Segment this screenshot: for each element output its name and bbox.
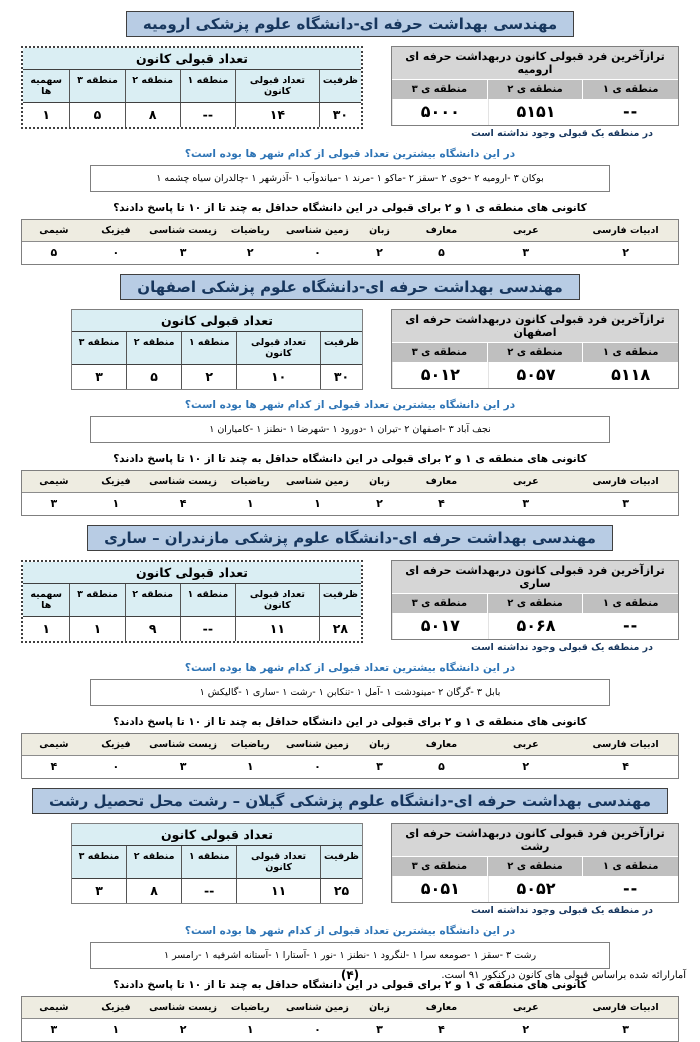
subject-value-cell: ۳ <box>522 246 530 259</box>
subject-header-cell: زیست شناسی <box>149 225 217 236</box>
cities-question: در این دانشگاه بیشترین تعداد قبولی از کدام شهر ها بوده است؟ <box>184 148 516 160</box>
count-value-cell: ۲۸ <box>332 621 349 636</box>
subject-header-cell: عربی <box>513 1002 539 1013</box>
score-value-cell: ۵۰۱۷ <box>392 613 488 639</box>
subject-header-cell: ادبیات فارسی <box>592 225 659 236</box>
subject-header-cell: ریاضیات <box>230 225 270 236</box>
count-table-wrap <box>21 46 363 129</box>
subjects-values-row <box>22 242 678 264</box>
subjects-question: کانونی های منطقه ی ۱ و ۲ برای قبولی در این دانشگاه حداقل به چند تا از ۱۰ تا پاسخ دادند؟ <box>113 979 587 991</box>
count-header-cell: سهمیه ها <box>23 584 70 616</box>
subject-value-cell: ۳ <box>50 497 58 510</box>
subject-header-cell: ادبیات فارسی <box>592 739 659 750</box>
subject-header-cell: ادبیات فارسی <box>592 1002 659 1013</box>
count-header-cell: منطقه ۲ <box>126 70 181 102</box>
subject-header-cell: شیمی <box>39 225 69 236</box>
tables-row <box>21 823 679 916</box>
subject-header-cell: ریاضیات <box>230 476 270 487</box>
score-table-header-row <box>392 857 678 876</box>
score-table-title: ترازآخرین فرد قبولی کانون دربهداشت حرفه ای رشت <box>392 824 678 857</box>
tables-row <box>21 560 679 653</box>
cities-question: در این دانشگاه بیشترین تعداد قبولی از کدام شهر ها بوده است؟ <box>184 662 516 674</box>
subject-header-cell: ریاضیات <box>230 1002 270 1013</box>
subjects-header-row <box>22 471 678 493</box>
section-title: مهندسی بهداشت حرفه ای-دانشگاه علوم پزشکی مازندران – ساری <box>87 525 613 551</box>
count-value-cell: -- <box>182 879 237 903</box>
score-header-cell: منطقه ی ۳ <box>392 594 487 613</box>
subject-value-cell: ۱ <box>246 497 254 510</box>
subject-value-cell: ۳ <box>522 497 530 510</box>
count-table-values-row <box>23 617 361 641</box>
count-table-values-row <box>72 879 362 903</box>
count-value-cell: ۳ <box>72 879 127 903</box>
subject-header-cell: زمین شناسی <box>286 476 349 487</box>
subject-value-cell: ۰ <box>112 760 120 773</box>
score-header-cell: منطقه ی ۲ <box>488 594 583 613</box>
score-header-cell: منطقه ی ۱ <box>583 80 678 99</box>
subject-value-cell: ۲ <box>522 760 530 773</box>
subject-value-cell: ۰ <box>112 246 120 259</box>
subject-value-cell: ۰ <box>314 246 321 259</box>
subjects-values-row <box>22 756 678 778</box>
subject-value-cell: ۲ <box>522 1023 530 1036</box>
subject-header-cell: فیزیک <box>101 476 131 487</box>
subjects-header-row <box>22 220 678 242</box>
score-table-header-row <box>392 80 678 99</box>
subject-header-cell: معارف <box>425 739 458 750</box>
subjects-table <box>21 470 679 516</box>
score-table-wrap <box>391 46 679 139</box>
score-header-cell: منطقه ی ۱ <box>583 594 678 613</box>
subject-value-cell: ۱ <box>246 760 254 773</box>
count-header-cell: سهمیه ها <box>23 70 70 102</box>
count-header-cell: منطقه ۱ <box>181 584 236 616</box>
count-value-cell: ۸ <box>127 879 182 903</box>
subjects-header-row <box>22 997 678 1019</box>
score-value-cell: -- <box>623 879 639 898</box>
count-header-cell: ظرفیت <box>323 337 359 348</box>
subject-value-cell: ۰ <box>314 1023 321 1036</box>
score-value-cell: ۵۰۵۲ <box>488 876 584 902</box>
subject-header-cell: شیمی <box>39 476 69 487</box>
score-header-cell: منطقه ی ۲ <box>488 857 583 876</box>
page-number: (۴) <box>340 968 360 982</box>
subject-value-cell: ۳ <box>376 760 383 773</box>
count-value-cell: ۵ <box>127 365 182 389</box>
count-header-cell: منطقه ۳ <box>72 846 127 878</box>
count-value-cell: ۱ <box>23 617 70 641</box>
count-value-cell: ۱۱ <box>237 879 321 903</box>
score-table-title: ترازآخرین فرد قبولی کانون دربهداشت حرفه ای ساری <box>392 561 678 594</box>
cities-list: بابل ۳ -گرگان ۲ -مینودشت ۱ -آمل ۱ -تنکابن ۱ -رشت ۱ -ساری ۱ -گالیکش ۱ <box>90 679 610 706</box>
subject-value-cell: ۴ <box>438 497 445 510</box>
cities-list: نجف آباد ۳ -اصفهان ۲ -تیران ۱ -دورود ۱ -شهرضا ۱ -نطنز ۱ -کامیاران ۱ <box>90 416 610 443</box>
subject-header-cell: زبان <box>369 225 390 236</box>
tables-row <box>21 309 679 390</box>
section-title: مهندسی بهداشت حرفه ای-دانشگاه علوم پزشکی ارومیه <box>126 11 574 37</box>
subject-value-cell: ۴ <box>50 760 58 773</box>
score-header-cell: منطقه ی ۳ <box>392 80 487 99</box>
count-header-cell: منطقه ۲ <box>127 332 182 364</box>
count-header-cell: ظرفیت <box>322 589 358 600</box>
subject-value-cell: ۴ <box>622 760 629 773</box>
subject-header-cell: معارف <box>425 225 458 236</box>
cities-question: در این دانشگاه بیشترین تعداد قبولی از کدام شهر ها بوده است؟ <box>184 399 516 411</box>
subject-header-cell: زبان <box>369 476 390 487</box>
subject-value-cell: ۴ <box>179 497 187 510</box>
subject-value-cell: ۵ <box>438 246 445 259</box>
count-header-cell: تعداد قبولی کانون <box>236 70 320 102</box>
subject-header-cell: زیست شناسی <box>149 1002 217 1013</box>
count-header-cell: منطقه ۳ <box>72 332 127 364</box>
subject-value-cell: ۱ <box>314 497 321 510</box>
subject-value-cell: ۳ <box>50 1023 58 1036</box>
count-value-cell: ۸ <box>126 103 181 127</box>
subject-header-cell: زمین شناسی <box>286 225 349 236</box>
subject-header-cell: زمین شناسی <box>286 1002 349 1013</box>
subject-value-cell: ۴ <box>438 1023 445 1036</box>
score-table <box>391 46 679 126</box>
subjects-table <box>21 219 679 265</box>
count-header-cell: منطقه ۳ <box>70 584 125 616</box>
score-value-cell: ۵۰۶۸ <box>488 613 584 639</box>
score-table-wrap <box>391 560 679 653</box>
section-title: مهندسی بهداشت حرفه ای-دانشگاه علوم پزشکی گیلان – رشت محل تحصیل رشت <box>32 788 668 814</box>
subjects-question: کانونی های منطقه ی ۱ و ۲ برای قبولی در این دانشگاه حداقل به چند تا از ۱۰ تا پاسخ دادند؟ <box>113 716 587 728</box>
subjects-header-row <box>22 734 678 756</box>
subject-value-cell: ۱ <box>246 1023 254 1036</box>
count-table-title: تعداد قبولی کانون <box>23 48 361 70</box>
count-table-header-row <box>23 70 361 103</box>
count-value-cell: ۹ <box>126 617 181 641</box>
count-value-cell: ۲۵ <box>333 883 350 898</box>
university-section-urmia <box>21 11 679 265</box>
count-table-title: تعداد قبولی کانون <box>72 310 362 332</box>
score-table <box>391 560 679 640</box>
subject-header-cell: عربی <box>513 225 539 236</box>
count-table-header-row <box>72 846 362 879</box>
score-header-cell: منطقه ی ۲ <box>488 80 583 99</box>
count-table-title: تعداد قبولی کانون <box>23 562 361 584</box>
count-table-header-row <box>23 584 361 617</box>
no-region1-note: در منطقه یک قبولی وجود نداشته است <box>471 905 653 916</box>
count-value-cell: ۱۴ <box>236 103 320 127</box>
count-table <box>21 46 363 129</box>
score-header-cell: منطقه ی ۳ <box>392 857 487 876</box>
subject-header-cell: معارف <box>425 476 458 487</box>
subject-header-cell: ریاضیات <box>230 739 270 750</box>
count-value-cell: ۳۰ <box>333 369 350 384</box>
subject-header-cell: زیست شناسی <box>149 476 217 487</box>
count-value-cell: -- <box>181 617 236 641</box>
count-header-cell: تعداد قبولی کانون <box>237 846 321 878</box>
score-header-cell: منطقه ی ۱ <box>583 857 678 876</box>
no-region1-note: در منطقه یک قبولی وجود نداشته است <box>471 128 653 139</box>
cities-list: بوکان ۳ -ارومیه ۲ -خوی ۲ -سقز ۲ -ماکو ۱ -مرند ۱ -میاندوآب ۱ -آذرشهر ۱ -چالدران سیاه چشمه ۱ <box>90 165 610 192</box>
subject-header-cell: زبان <box>369 739 390 750</box>
count-header-cell: منطقه ۱ <box>182 332 237 364</box>
subject-value-cell: ۳ <box>622 1023 629 1036</box>
subject-value-cell: ۵ <box>50 246 58 259</box>
cities-list: رشت ۳ -سقز ۱ -صومعه سرا ۱ -لنگرود ۱ -نطنز ۱ -نور ۱ -آستارا ۱ -آستانه اشرفیه ۱ -رامسر ۱ <box>90 942 610 969</box>
footer-note: آمارارائه شده براساس قبولی های کانون درکنکور ۹۱ است. <box>441 970 686 981</box>
subject-header-cell: شیمی <box>39 739 69 750</box>
count-table-wrap <box>21 823 363 904</box>
count-value-cell: ۲ <box>182 365 237 389</box>
count-value-cell: ۱ <box>70 617 125 641</box>
subject-value-cell: ۲ <box>179 1023 187 1036</box>
score-value-cell: ۵۰۱۲ <box>392 362 488 388</box>
count-table <box>71 309 363 390</box>
count-value-cell: ۱۰ <box>237 365 321 389</box>
subject-value-cell: ۰ <box>314 760 321 773</box>
subject-header-cell: عربی <box>513 739 539 750</box>
count-value-cell: ۱ <box>23 103 70 127</box>
subjects-question: کانونی های منطقه ی ۱ و ۲ برای قبولی در این دانشگاه حداقل به چند تا از ۱۰ تا پاسخ دادند؟ <box>113 202 587 214</box>
score-header-cell: منطقه ی ۲ <box>488 343 583 362</box>
subject-header-cell: معارف <box>425 1002 458 1013</box>
count-value-cell: -- <box>181 103 236 127</box>
count-value-cell: ۱۱ <box>236 617 320 641</box>
count-table <box>21 560 363 643</box>
subject-header-cell: عربی <box>513 476 539 487</box>
count-table-values-row <box>72 365 362 389</box>
university-section-isfahan <box>21 274 679 516</box>
subject-header-cell: شیمی <box>39 1002 69 1013</box>
score-table-wrap <box>391 823 679 916</box>
score-table-wrap <box>391 309 679 389</box>
subject-value-cell: ۳ <box>179 760 187 773</box>
score-table-values-row <box>392 99 678 125</box>
score-header-cell: منطقه ی ۱ <box>583 343 678 362</box>
score-table <box>391 823 679 903</box>
count-header-cell: منطقه ۱ <box>182 846 237 878</box>
count-value-cell: ۳ <box>72 365 127 389</box>
count-value-cell: ۳۰ <box>332 107 349 122</box>
subject-header-cell: فیزیک <box>101 1002 131 1013</box>
subject-value-cell: ۳ <box>376 1023 383 1036</box>
subjects-table <box>21 996 679 1042</box>
subject-value-cell: ۱ <box>112 497 120 510</box>
subjects-values-row <box>22 493 678 515</box>
count-value-cell: ۵ <box>70 103 125 127</box>
count-header-cell: ظرفیت <box>323 851 359 862</box>
no-region1-note: در منطقه یک قبولی وجود نداشته است <box>471 642 653 653</box>
count-table-title: تعداد قبولی کانون <box>72 824 362 846</box>
subject-value-cell: ۳ <box>179 246 187 259</box>
subject-header-cell: فیزیک <box>101 225 131 236</box>
section-title: مهندسی بهداشت حرفه ای-دانشگاه علوم پزشکی اصفهان <box>120 274 579 300</box>
subject-header-cell: زیست شناسی <box>149 739 217 750</box>
score-table-header-row <box>392 594 678 613</box>
score-table-header-row <box>392 343 678 362</box>
subject-header-cell: زمین شناسی <box>286 739 349 750</box>
score-value-cell: ۵۱۱۸ <box>611 365 651 384</box>
count-header-cell: تعداد قبولی کانون <box>237 332 321 364</box>
score-value-cell: ۵۱۵۱ <box>488 99 584 125</box>
subjects-values-row <box>22 1019 678 1041</box>
cities-question: در این دانشگاه بیشترین تعداد قبولی از کدام شهر ها بوده است؟ <box>184 925 516 937</box>
count-header-cell: منطقه ۱ <box>181 70 236 102</box>
university-section-rasht <box>21 788 679 1042</box>
score-table-title: ترازآخرین فرد قبولی کانون دربهداشت حرفه ای ارومیه <box>392 47 678 80</box>
subject-value-cell: ۲ <box>246 246 254 259</box>
subject-value-cell: ۵ <box>438 760 445 773</box>
subject-value-cell: ۲ <box>622 246 629 259</box>
count-header-cell: منطقه ۳ <box>70 70 125 102</box>
subject-header-cell: ادبیات فارسی <box>592 476 659 487</box>
score-table-values-row <box>392 613 678 639</box>
score-value-cell: ۵۰۵۷ <box>488 362 584 388</box>
score-value-cell: ۵۰۵۱ <box>392 876 488 902</box>
subject-value-cell: ۲ <box>376 246 383 259</box>
score-value-cell: ۵۰۰۰ <box>392 99 488 125</box>
subject-value-cell: ۱ <box>112 1023 120 1036</box>
count-table-values-row <box>23 103 361 127</box>
subjects-question: کانونی های منطقه ی ۱ و ۲ برای قبولی در این دانشگاه حداقل به چند تا از ۱۰ تا پاسخ دادند؟ <box>113 453 587 465</box>
score-value-cell: -- <box>623 616 639 635</box>
university-section-sari <box>21 525 679 779</box>
count-header-cell: ظرفیت <box>322 75 358 86</box>
subjects-table <box>21 733 679 779</box>
count-header-cell: منطقه ۲ <box>127 846 182 878</box>
subject-header-cell: زبان <box>369 1002 390 1013</box>
subject-header-cell: فیزیک <box>101 739 131 750</box>
count-table-wrap <box>21 309 363 390</box>
score-header-cell: منطقه ی ۳ <box>392 343 487 362</box>
count-header-cell: منطقه ۲ <box>126 584 181 616</box>
count-table-wrap <box>21 560 363 643</box>
count-table-header-row <box>72 332 362 365</box>
tables-row <box>21 46 679 139</box>
count-header-cell: تعداد قبولی کانون <box>236 584 320 616</box>
count-table <box>71 823 363 904</box>
score-table-values-row <box>392 362 678 388</box>
subject-value-cell: ۳ <box>622 497 629 510</box>
score-value-cell: -- <box>623 102 639 121</box>
score-table <box>391 309 679 389</box>
subject-value-cell: ۲ <box>376 497 383 510</box>
score-table-title: ترازآخرین فرد قبولی کانون دربهداشت حرفه ای اصفهان <box>392 310 678 343</box>
score-table-values-row <box>392 876 678 902</box>
